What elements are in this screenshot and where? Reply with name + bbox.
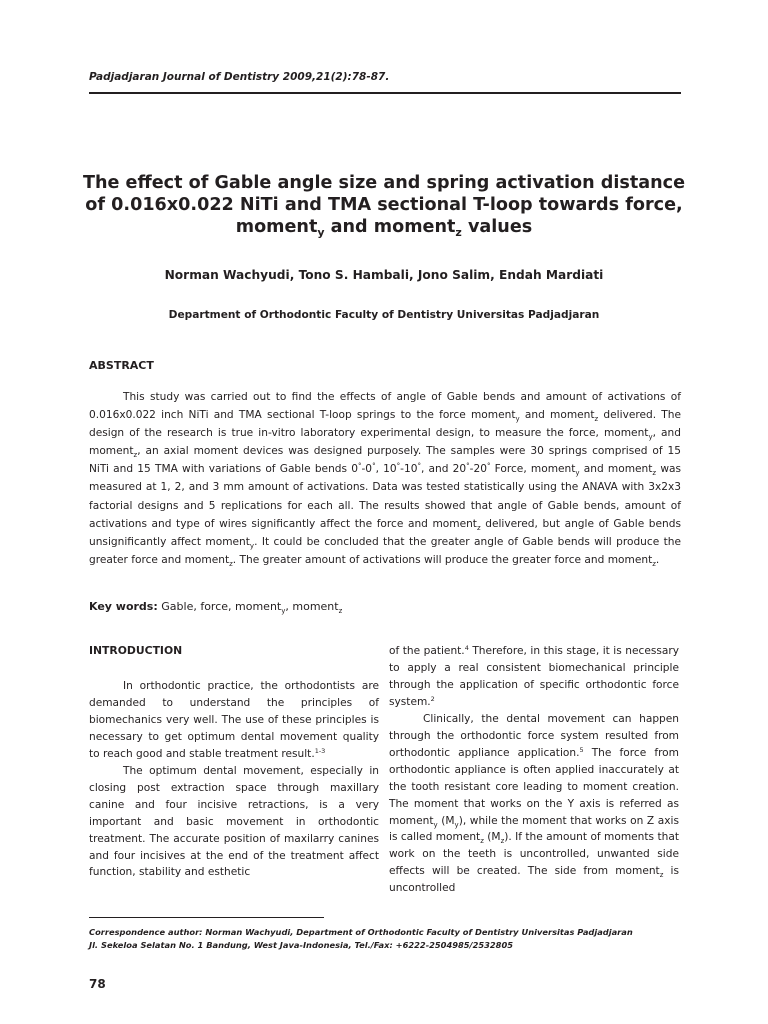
footnote-rule [89, 917, 324, 918]
abstract-text: This study was carried out to find the effects of angle of Gable bends and amount of activations of 0.016x0.022 inch NiTi and TMA sectional T-loop springs to the force moment$_y$ and moment$_z$ delivered. The design of the research is true in-vitro laboratory experimental design, to measure the force, moment$_y$, and moment$_z$, an axial moment devices was designed purposely. The samples were 30 springs comprised of 15 NiTi and 15 TMA with variations of Gable bends 0°-0°, 10°-10°, and 20°-20° Force, moment$_y$ and moment$_z$ was measured at 1, 2, and 3 mm amount of activations. Data was tested statistically using the ANAVA with 3x2x3 factorial designs and 5 replications for each all. The results showed that angle of Gable bends, amount of activations and type of wires significantly affect the force and moment$_z$ delivered, but angle of Gable bends unsignificantly affect moment$_y$. It could be concluded that the greater angle of Gable bends will produce the greater force and moment$_z$. The greater amount of activations will produce the greater force and moment$_z$. [89, 391, 682, 568]
journal-header: Padjadjaran Journal of Dentistry 2009,21(2):78-87. [89, 71, 390, 83]
introduction-heading: INTRODUCTION [89, 644, 183, 657]
keywords: Key words: Gable, force, moment$_y$, moment$_z$ [89, 600, 343, 615]
body-column-left [89, 643, 379, 881]
affiliation: Department of Orthodontic Faculty of Dentistry Universitas Padjadjaran [168, 309, 600, 321]
intro-paragraph-4: Clinically, the dental movement can happen through the orthodontic force system resulted from orthodontic appliance application.$^5$ The force from orthodontic appliance is often applied inaccurately at the tooth resistant core leading to moment creation. The moment that works on the Y axis is referred as moment$_y$ $(M_y)$, while the moment that works on Z axis is called moment$_z$ $(M_z)$. If the amount of moments that work on the teeth is uncontrolled, unwanted side effects will be created. The side from moment$_z$ is uncontrolled [389, 712, 679, 895]
title-line-1: The effect of Gable angle size and spring activation distance [82, 173, 686, 193]
header-rule [89, 92, 681, 94]
footnote-line-1: Correspondence author: Norman Wachyudi, Department of Orthodontic Faculty of Dentistry Universitas Padjadjaran [89, 927, 633, 937]
title-line-3: moment$_y$ and moment$_z$ values [235, 217, 533, 239]
page-number: 78 [89, 977, 106, 991]
keywords-label: Key words: [89, 600, 158, 613]
footnote-line-2: Jl. Sekeloa Selatan No. 1 Bandung, West Java-Indonesia, Tel./Fax: +6222-2504985/2532805 [89, 940, 513, 950]
article-title [74, 172, 694, 238]
correspondence-footnote [89, 926, 689, 952]
intro-paragraph-3: of the patient.$^4$ Therefore, in this stage, it is necessary to apply a real consistent biomechanical principle through the application of specific orthodontic force system.$^2$ [389, 644, 679, 708]
body-column-right [389, 643, 679, 897]
title-line-2: of 0.016x0.022 NiTi and TMA sectional T-loop towards force, [85, 195, 683, 215]
intro-paragraph-1: In orthodontic practice, the orthodontists are demanded to understand the principles of biomechanics very well. The use of these principles is necessary to get optimum dental movement quality to reach good and stable treatment result.$^{1-3}$ [89, 680, 379, 760]
author-list: Norman Wachyudi, Tono S. Hambali, Jono Salim, Endah Mardiati [164, 268, 604, 282]
intro-paragraph-2: The optimum dental movement, especially in closing post extraction space through maxillary canine and four incisive retractions, is a very important and basic movement in orthodontic treatment. The accurate position of maxilarry canines and four incisives at the end of the treatment affect function, stability and esthetic [89, 764, 379, 879]
abstract-heading: ABSTRACT [89, 359, 154, 372]
